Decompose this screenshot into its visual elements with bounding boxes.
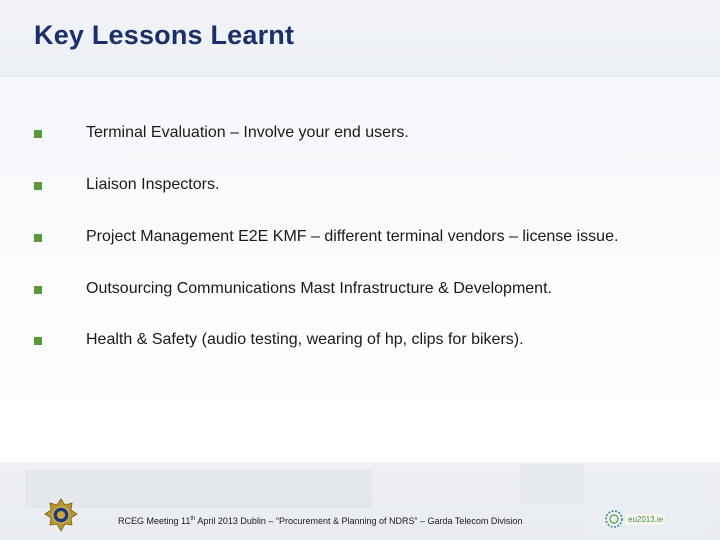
list-item xyxy=(0,280,720,304)
list-item xyxy=(0,331,720,355)
footer-text xyxy=(118,516,522,526)
bullet-square-icon xyxy=(34,234,42,242)
bullet-square-icon xyxy=(34,182,42,190)
bullet-text: Terminal Evaluation – Involve your end users. xyxy=(86,124,409,141)
bullet-text: Project Management E2E KMF – different terminal vendors – license issue. xyxy=(86,228,619,245)
footer-superscript: th xyxy=(190,516,196,522)
list-item xyxy=(0,124,720,148)
list-item xyxy=(0,228,720,252)
eu-logo-text: eu2013.ie xyxy=(628,515,664,524)
eu-presidency-logo xyxy=(604,508,664,530)
footer-text-start: RCEG Meeting 11 xyxy=(118,516,191,526)
bullet-square-icon xyxy=(34,337,42,345)
garda-crest-icon xyxy=(44,498,78,532)
bullet-text: Health & Safety (audio testing, wearing of hp, clips for bikers). xyxy=(86,331,524,348)
bullet-square-icon xyxy=(34,130,42,138)
footer-text-end: April 2013 Dublin – “Procurement & Planning of NDRS” – Garda Telecom Division xyxy=(195,516,523,526)
slide-title: Key Lessons Learnt xyxy=(34,20,295,50)
eu-presidency-logo-icon xyxy=(604,508,624,530)
footer-panel xyxy=(520,464,584,504)
bullet-text: Outsourcing Communications Mast Infrastructure & Development. xyxy=(86,280,552,297)
bullet-square-icon xyxy=(34,286,42,294)
bullet-text: Liaison Inspectors. xyxy=(86,176,220,193)
list-item xyxy=(0,176,720,200)
